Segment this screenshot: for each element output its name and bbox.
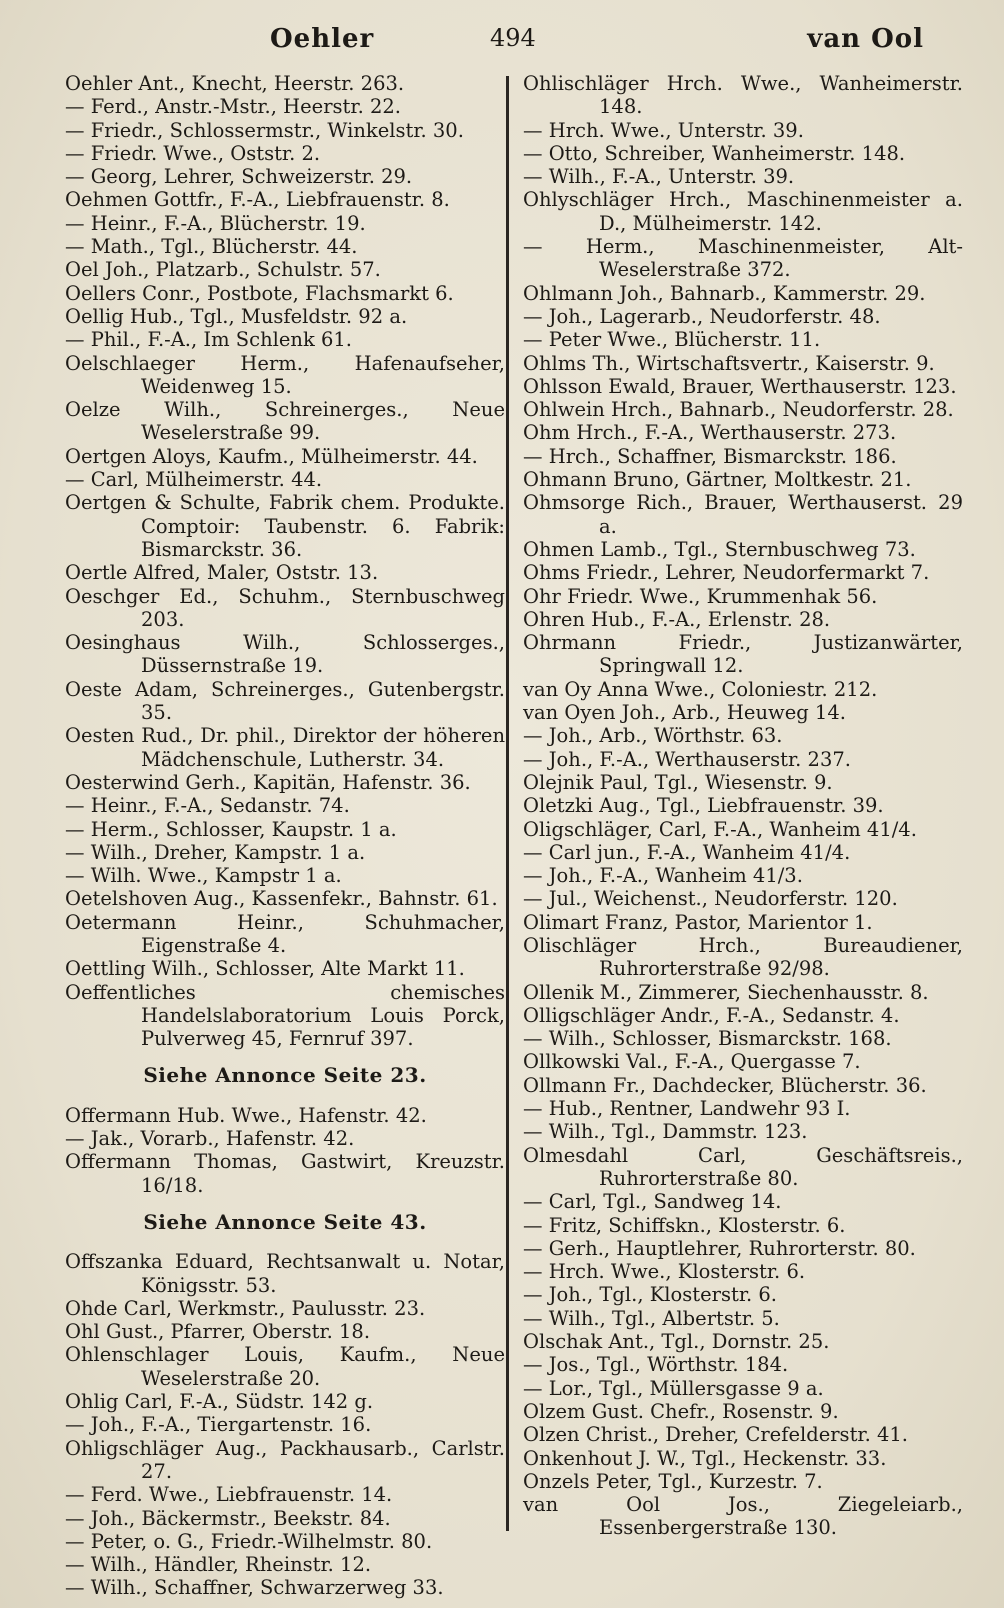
directory-entry: Ohr Friedr. Wwe., Krummenhak 56. [523,584,878,608]
directory-entry: Ohde Carl, Werkmstr., Paulusstr. 23. [65,1296,426,1320]
directory-entry: Olzen Christ., Dreher, Crefelderstr. 41. [523,1423,908,1447]
annonce-notice-1: Siehe Annonce Seite 23. [143,1063,427,1088]
left-entries-a [65,72,505,1050]
directory-entry: Oesterwind Gerh., Kapitän, Hafenstr. 36. [65,770,471,794]
directory-entry: Ollenik M., Zimmerer, Siechenhausstr. 8. [523,980,929,1004]
directory-entry: — Joh., F.-A., Tiergartenstr. 16. [65,1413,372,1437]
directory-entry: Olschak Ant., Tgl., Dornstr. 25. [523,1330,830,1354]
directory-entry: — Carl, Mülheimerstr. 44. [65,468,323,492]
directory-entry: Offermann Hub. Wwe., Hafenstr. 42. [65,1103,427,1127]
directory-entry: Olimart Franz, Pastor, Marientor 1. [523,910,873,934]
directory-entry: — Phil., F.-A., Im Schlenk 61. [65,328,352,352]
directory-entry: — Wilh., Tgl., Albertstr. 5. [523,1306,780,1330]
directory-entry: Olligschläger Andr., F.-A., Sedanstr. 4. [523,1003,900,1027]
directory-entry: Ollmann Fr., Dachdecker, Blücherstr. 36. [523,1073,927,1097]
directory-entry: Oligschläger, Carl, F.-A., Wanheim 41/4. [523,817,917,841]
directory-entry: — Jak., Vorarb., Hafenstr. 42. [65,1127,355,1151]
column-divider [506,76,509,1531]
directory-entry: — Joh., F.-A., Wanheim 41/3. [523,864,803,888]
directory-entry: Oellig Hub., Tgl., Musfeldstr. 92 a. [65,304,408,328]
directory-entry: — Carl, Tgl., Sandweg 14. [523,1190,782,1214]
directory-entry: — Joh., Bäckermstr., Beekstr. 84. [65,1506,391,1530]
directory-entry: Ohmann Bruno, Gärtner, Moltkestr. 21. [523,468,912,492]
header-left-keyword: Oehler [270,24,375,54]
directory-entry: — Hrch. Wwe., Unterstr. 39. [523,118,804,142]
directory-entry: van Oy Anna Wwe., Coloniestr. 212. [523,677,878,701]
directory-entry: — Joh., F.-A., Werthauserstr. 237. [523,747,851,771]
directory-entry: — Wilh. Wwe., Kampstr 1 a. [65,864,342,888]
directory-entry: Oetelshoven Aug., Kassenfekr., Bahnstr. 61. [65,887,498,911]
directory-entry: — Peter Wwe., Blücherstr. 11. [523,328,821,352]
directory-entry: — Jos., Tgl., Wörthstr. 184. [523,1353,789,1377]
directory-entry: Ohm Hrch., F.-A., Werthauserstr. 273. [523,421,897,445]
directory-entry: — Friedr. Wwe., Oststr. 2. [65,141,321,165]
directory-entry: Ohl Gust., Pfarrer, Oberstr. 18. [65,1320,371,1344]
directory-entry: Oesinghaus Wilh., Schlosserges., Düssernstraße 19. [65,631,505,678]
directory-entry: — Herm., Maschinenmeister, Alt-Weselerstraße 372. [523,235,963,282]
directory-entry: — Hrch. Wwe., Klosterstr. 6. [523,1260,806,1284]
right-column [523,72,963,1540]
directory-entry: Olmesdahl Carl, Geschäftsreis., Ruhrorterstraße 80. [523,1143,963,1190]
directory-entry: Ohlyschläger Hrch., Maschinenmeister a. D., Mülheimerstr. 142. [523,188,963,235]
directory-entry: van Ool Jos., Ziegeleiarb., Essenbergerstraße 130. [523,1493,963,1540]
directory-entry: — Carl jun., F.-A., Wanheim 41/4. [523,840,851,864]
page-number: 494 [490,24,536,52]
page-header [60,24,944,64]
directory-entry: — Lor., Tgl., Müllersgasse 9 a. [523,1376,824,1400]
left-entries-b [65,1104,505,1197]
left-entries-c [65,1250,505,1599]
directory-entry: — Wilh., F.-A., Unterstr. 39. [523,165,795,189]
directory-entry: Ohlig Carl, F.-A., Südstr. 142 g. [65,1390,374,1414]
directory-entry: Oehler Ant., Knecht, Heerstr. 263. [65,72,405,95]
directory-entry: Ohlenschlager Louis, Kaufm., Neue Weselerstraße 20. [65,1343,505,1390]
directory-entry: Olischläger Hrch., Bureaudiener, Ruhrorterstraße 92/98. [523,933,963,981]
directory-entry: — Heinr., F.-A., Blücherstr. 19. [65,211,366,235]
directory-entry: — Wilh., Dreher, Kampstr. 1 a. [65,840,366,864]
directory-entry: — Peter, o. G., Friedr.-Wilhelmstr. 80. [65,1529,433,1553]
directory-entry: Ohmsorge Rich., Brauer, Werthauserst. 29 a. [523,491,963,538]
directory-entry: — Friedr., Schlossermstr., Winkelstr. 30. [65,118,464,142]
directory-entry: — Herm., Schlosser, Kaupstr. 1 a. [65,817,397,841]
directory-entry: — Otto, Schreiber, Wanheimerstr. 148. [523,141,906,165]
directory-entry: — Hrch., Schaffner, Bismarckstr. 186. [523,444,897,468]
directory-entry: Oertgen & Schulte, Fabrik chem. Produkte. Comptoir: Taubenstr. 6. Fabrik: Bismarckstr. 36. [65,491,505,561]
directory-entry: — Georg, Lehrer, Schweizerstr. 29. [65,165,413,189]
directory-entry: Oertgen Aloys, Kaufm., Mülheimerstr. 44. [65,444,478,468]
directory-entry: Oertle Alfred, Maler, Oststr. 13. [65,561,379,585]
directory-entry: Ohlischläger Hrch. Wwe., Wanheimerstr. 148. [523,72,963,119]
directory-entry: Oletzki Aug., Tgl., Liebfrauenstr. 39. [523,794,884,818]
directory-entry: — Joh., Arb., Wörthstr. 63. [523,724,783,748]
directory-entry: Ohligschläger Aug., Packhausarb., Carlstr. 27. [65,1436,505,1483]
directory-entry: Olzem Gust. Chefr., Rosenstr. 9. [523,1399,839,1423]
directory-entry: — Hub., Rentner, Landwehr 93 I. [523,1097,851,1121]
directory-entry: — Joh., Lagerarb., Neudorferstr. 48. [523,304,881,328]
directory-entry: Ohlwein Hrch., Bahnarb., Neudorferstr. 28. [523,398,954,422]
directory-entry: Ohlmann Joh., Bahnarb., Kammerstr. 29. [523,281,926,305]
directory-entry: Oelschlaeger Herm., Hafenaufseher, Weidenweg 15. [65,351,505,398]
directory-entry: Oelze Wilh., Schreinerges., Neue Weselerstraße 99. [65,398,505,445]
directory-entry: — Jul., Weichenst., Neudorferstr. 120. [523,887,898,911]
directory-entry: Oeste Adam, Schreinerges., Gutenbergstr. 35. [65,677,505,725]
directory-entry: — Wilh., Tgl., Dammstr. 123. [523,1120,808,1144]
directory-entry: Ohms Friedr., Lehrer, Neudorfermarkt 7. [523,561,930,585]
directory-entry: Oeffentliches chemisches Handelslaboratorium Louis Porck, Pulverweg 45, Fernruf 397. [65,980,505,1051]
directory-entry: — Fritz, Schiffskn., Klosterstr. 6. [523,1213,846,1237]
directory-entry: Oettling Wilh., Schlosser, Alte Markt 11. [65,957,465,981]
directory-entry: — Wilh., Schlosser, Bismarckstr. 168. [523,1027,892,1051]
directory-entry: van Oyen Joh., Arb., Heuweg 14. [523,701,846,725]
directory-entry: — Ferd. Wwe., Liebfrauenstr. 14. [65,1483,393,1507]
left-column [65,72,505,1600]
directory-entry: Oel Joh., Platzarb., Schulstr. 57. [65,258,381,282]
directory-entry: — Wilh., Schaffner, Schwarzerweg 33. [65,1576,444,1600]
directory-entry: Onzels Peter, Tgl., Kurzestr. 7. [523,1469,823,1493]
directory-entry: Ohmen Lamb., Tgl., Sternbuschweg 73. [523,537,916,561]
directory-entry: Oehmen Gottfr., F.-A., Liebfrauenstr. 8. [65,188,450,212]
right-entries [523,72,963,1540]
directory-entry: Onkenhout J. W., Tgl., Heckenstr. 33. [523,1446,887,1470]
directory-entry: — Gerh., Hauptlehrer, Ruhrorterstr. 80. [523,1236,916,1260]
directory-entry: — Heinr., F.-A., Sedanstr. 74. [65,794,350,818]
directory-entry: — Wilh., Händler, Rheinstr. 12. [65,1553,372,1577]
directory-entry: Offermann Thomas, Gastwirt, Kreuzstr. 16/18. [65,1150,505,1197]
header-right-keyword: van Ool [807,24,924,54]
directory-entry: Olejnik Paul, Tgl., Wiesenstr. 9. [523,770,833,794]
directory-entry: Offszanka Eduard, Rechtsanwalt u. Notar, Königsstr. 53. [65,1250,505,1297]
directory-entry: Ohlsson Ewald, Brauer, Werthauserstr. 123. [523,374,957,398]
directory-entry: Oesten Rud., Dr. phil., Direktor der höheren Mädchenschule, Lutherstr. 34. [65,724,505,771]
directory-entry: — Joh., Tgl., Klosterstr. 6. [523,1283,778,1307]
annonce-notice-2: Siehe Annonce Seite 43. [143,1209,427,1234]
directory-entry: — Ferd., Anstr.-Mstr., Heerstr. 22. [65,95,401,119]
directory-entry: Oetermann Heinr., Schuhmacher, Eigenstraße 4. [65,910,505,957]
directory-entry: Ollkowski Val., F.-A., Quergasse 7. [523,1050,861,1074]
directory-entry: — Math., Tgl., Blücherstr. 44. [65,235,358,259]
directory-entry: Ohlms Th., Wirtschaftsvertr., Kaiserstr. 9. [523,351,935,375]
directory-entry: Oellers Conr., Postbote, Flachsmarkt 6. [65,281,454,305]
directory-entry: Ohrmann Friedr., Justizanwärter, Springwall 12. [523,631,963,678]
directory-entry: Ohren Hub., F.-A., Erlenstr. 28. [523,607,831,631]
directory-entry: Oeschger Ed., Schuhm., Sternbuschweg 203. [65,584,505,631]
